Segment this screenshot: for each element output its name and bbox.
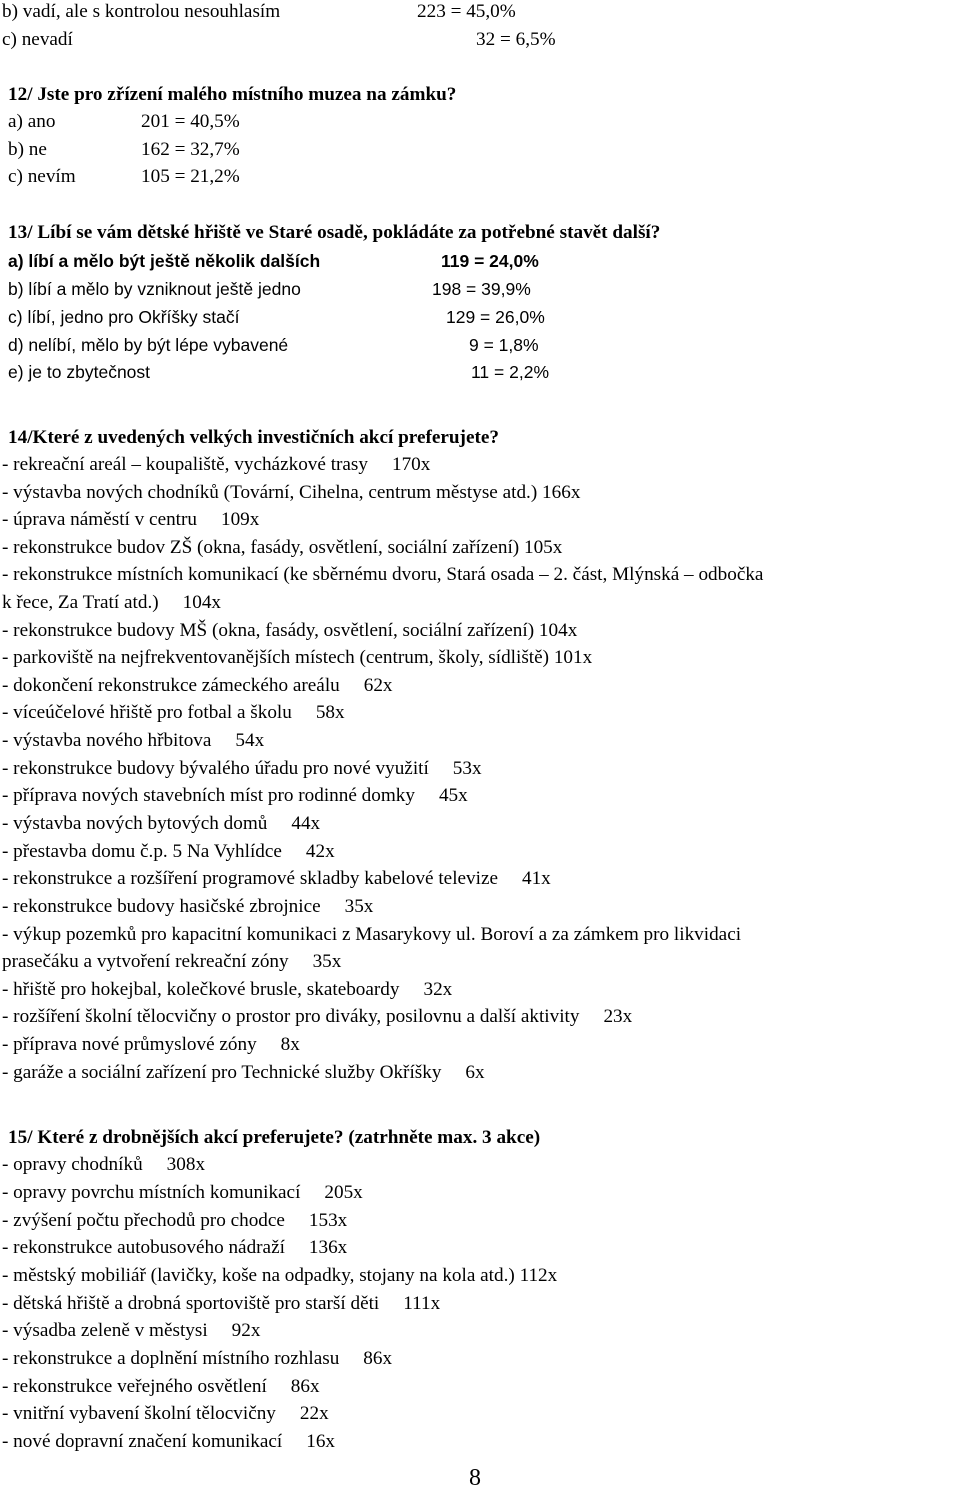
q11-answer-c-value: 32 = 6,5% xyxy=(476,29,556,50)
page-number: 8 xyxy=(469,1465,481,1491)
q14-item: - výstavba nových bytových domů 44x xyxy=(2,813,321,834)
q14-item-continued: prasečáku a vytvoření rekreační zóny 35x xyxy=(2,951,342,972)
q15-item: - městský mobiliář (lavičky, koše na odpadky, stojany na kola atd.) 112x xyxy=(2,1265,558,1286)
q14-item: - rekonstrukce budovy hasičské zbrojnice 35x xyxy=(2,896,374,917)
q14-item: - parkoviště na nejfrekventovanějších místech (centrum, školy, sídliště) 101x xyxy=(2,647,593,668)
q13-answer-b-label: b) líbí a mělo by vzniknout ještě jedno xyxy=(8,279,301,299)
q11-answer-b-value: 223 = 45,0% xyxy=(417,1,516,22)
q14-item: - rekonstrukce místních komunikací (ke sběrnému dvoru, Stará osada – 2. část, Mlýnská – odbočka xyxy=(2,564,764,585)
q14-item: - dokončení rekonstrukce zámeckého areálu 62x xyxy=(2,675,393,696)
q13-answer-e-label: e) je to zbytečnost xyxy=(8,362,151,382)
q13-answer-c-label: c) líbí, jedno pro Okříšky stačí xyxy=(8,307,240,327)
q15-item: - rekonstrukce veřejného osvětlení 86x xyxy=(2,1376,320,1397)
q14-item: - výkup pozemků pro kapacitní komunikaci z Masarykovy ul. Boroví a za zámkem pro likvidaci xyxy=(2,924,742,945)
q14-item: - výstavba nového hřbitova 54x xyxy=(2,730,265,751)
q14-item: - rekreační areál – koupaliště, vycházkové trasy 170x xyxy=(2,454,431,475)
q14-item: - rozšíření školní tělocvičny o prostor pro diváky, posilovnu a další aktivity 23x xyxy=(2,1006,633,1027)
q14-item: - rekonstrukce budov ZŠ (okna, fasády, osvětlení, sociální zařízení) 105x xyxy=(2,537,563,558)
q12-answer-c-label: c) nevím xyxy=(8,166,76,187)
q13-answer-a-value: 119 = 24,0% xyxy=(441,251,539,271)
q12-answer-b-value: 162 = 32,7% xyxy=(141,139,240,160)
q14-item: - víceúčelové hřiště pro fotbal a školu 58x xyxy=(2,702,345,723)
q14-item: - rekonstrukce budovy bývalého úřadu pro nové využití 53x xyxy=(2,758,482,779)
q14-item: - rekonstrukce a rozšíření programové skladby kabelové televize 41x xyxy=(2,868,551,889)
q14-item: - výstavba nových chodníků (Tovární, Cihelna, centrum městyse atd.) 166x xyxy=(2,482,581,503)
q13-answer-a-label: a) líbí a mělo být ještě několik dalších xyxy=(8,251,321,271)
q15-item: - opravy povrchu místních komunikací 205x xyxy=(2,1182,363,1203)
q13-answer-b-value: 198 = 39,9% xyxy=(432,279,531,299)
q14-item: - příprava nové průmyslové zóny 8x xyxy=(2,1034,300,1055)
q12-answer-b-label: b) ne xyxy=(8,139,47,160)
q15-item: - zvýšení počtu přechodů pro chodce 153x xyxy=(2,1210,348,1231)
q14-item: - příprava nových stavebních míst pro rodinné domky 45x xyxy=(2,785,468,806)
q15-item: - opravy chodníků 308x xyxy=(2,1154,206,1175)
q14-item: - garáže a sociální zařízení pro Technické služby Okříšky 6x xyxy=(2,1062,485,1083)
q14-title: 14/Které z uvedených velkých investičních akcí preferujete? xyxy=(8,427,499,448)
q13-answer-d-label: d) nelíbí, mělo by být lépe vybavené xyxy=(8,335,289,355)
q14-item: - úprava náměstí v centru 109x xyxy=(2,509,260,530)
q12-answer-a-label: a) ano xyxy=(8,111,56,132)
q15-item: - vnitřní vybavení školní tělocvičny 22x xyxy=(2,1403,329,1424)
q13-answer-c-value: 129 = 26,0% xyxy=(446,307,545,327)
q15-item: - rekonstrukce a doplnění místního rozhlasu 86x xyxy=(2,1348,393,1369)
q13-answer-e-value: 11 = 2,2% xyxy=(471,362,549,382)
q13-answer-d-value: 9 = 1,8% xyxy=(469,335,539,355)
q14-item: - přestavba domu č.p. 5 Na Vyhlídce 42x xyxy=(2,841,335,862)
q15-item: - rekonstrukce autobusového nádraží 136x xyxy=(2,1237,348,1258)
q12-answer-c-value: 105 = 21,2% xyxy=(141,166,240,187)
q14-item: - hřiště pro hokejbal, kolečkové brusle, skateboardy 32x xyxy=(2,979,453,1000)
q15-item: - výsadba zeleně v městysi 92x xyxy=(2,1320,261,1341)
q12-title: 12/ Jste pro zřízení malého místního muzea na zámku? xyxy=(8,84,457,105)
q11-answer-c-label: c) nevadí xyxy=(2,29,73,50)
q12-answer-a-value: 201 = 40,5% xyxy=(141,111,240,132)
q14-item: - rekonstrukce budovy MŠ (okna, fasády, osvětlení, sociální zařízení) 104x xyxy=(2,620,578,641)
q15-item: - nové dopravní značení komunikací 16x xyxy=(2,1431,336,1452)
q14-item-continued: k řece, Za Tratí atd.) 104x xyxy=(2,592,222,613)
q15-title: 15/ Které z drobnějších akcí preferujete? (zatrhněte max. 3 akce) xyxy=(8,1127,541,1148)
q11-answer-b-label: b) vadí, ale s kontrolou nesouhlasím xyxy=(2,1,281,22)
q13-title: 13/ Líbí se vám dětské hřiště ve Staré osadě, pokládáte za potřebné stavět další? xyxy=(8,222,661,243)
q15-item: - dětská hřiště a drobná sportoviště pro starší děti 111x xyxy=(2,1293,441,1314)
